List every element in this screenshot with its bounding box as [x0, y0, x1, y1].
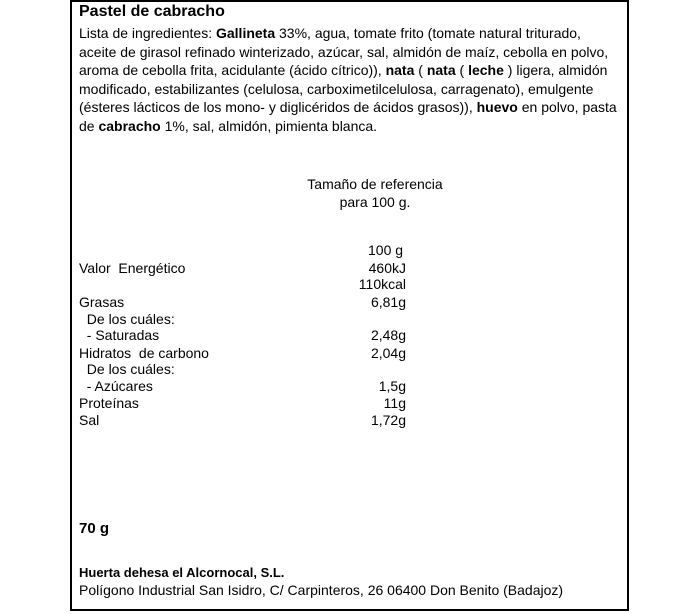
- reference-size-line2: para 100 g.: [339, 194, 411, 210]
- net-weight: 70 g: [79, 520, 110, 537]
- nutrition-row-value: 2,04g: [370, 345, 406, 361]
- nutrition-row-label: Proteínas: [79, 395, 139, 411]
- ingredient-allergen: huevo: [476, 99, 518, 115]
- nutrition-row-value: 6,81g: [370, 294, 406, 310]
- nutrition-row-label: De los cuáles:: [79, 311, 175, 327]
- nutrition-row-value: 2,48g: [370, 327, 406, 343]
- ingredients-list: [79, 24, 619, 135]
- nutrition-row-label: De los cuáles:: [79, 361, 175, 377]
- ingredient-allergen: cabracho: [98, 117, 161, 134]
- reference-size-line1: Tamaño de referencia: [307, 176, 443, 192]
- ingredient-text: Lista de ingredientes:: [79, 25, 216, 41]
- ingredient-text: (: [455, 62, 469, 78]
- company-address: Polígono Industrial San Isidro, C/ Carpinteros, 26 06400 Don Benito (Badajoz): [79, 582, 564, 598]
- ingredient-allergen: nata: [385, 62, 415, 78]
- nutrition-row-value: 1,5g: [378, 378, 406, 394]
- ingredient-allergen: Gallineta: [215, 25, 276, 41]
- nutrition-row-value: 11g: [383, 395, 406, 411]
- ingredient-allergen: nata: [426, 62, 456, 78]
- nutrition-row-label: Grasas: [79, 294, 125, 310]
- reference-size: [290, 175, 460, 211]
- ingredient-allergen: leche: [468, 62, 504, 78]
- nutrition-column-header: 100 g: [368, 242, 404, 258]
- nutrition-row-label: Sal: [79, 412, 100, 428]
- nutrition-row-value: 110kcal: [358, 276, 406, 292]
- ingredient-text: 1%, sal, almidón, pimienta blanca.: [160, 117, 378, 134]
- nutrition-row-label: - Azúcares: [79, 378, 153, 394]
- ingredient-text: 33%, agua, tomate frito (tomate natural triturado, aceite de girasol refinado winterizado, azúcar, sal, almidón de maíz, cebolla en polvo, aroma de cebolla frita, acidulante (ácido cítrico)),: [79, 25, 609, 78]
- ingredient-text: (: [414, 62, 427, 78]
- nutrition-row-label: Hidratos de carbono: [79, 345, 209, 361]
- nutrition-row-label: - Saturadas: [79, 327, 160, 343]
- ingredient-text: ) ligera, almidón modificado, estabilizantes (celulosa, carboximetilcelulosa, carragenato), emulgente (ésteres lácticos de los mono- y diglicéridos de ácidos grasos)),: [79, 62, 608, 115]
- ingredient-text: en polvo, pasta de: [79, 99, 617, 134]
- nutrition-row-value: 1,72g: [370, 412, 406, 428]
- nutrition-row-value: 460kJ: [368, 260, 406, 276]
- product-title: Pastel de cabracho: [79, 3, 225, 20]
- company-name: Huerta dehesa el Alcornocal, S.L.: [79, 565, 285, 580]
- nutrition-row-label: Valor Energético: [79, 260, 186, 276]
